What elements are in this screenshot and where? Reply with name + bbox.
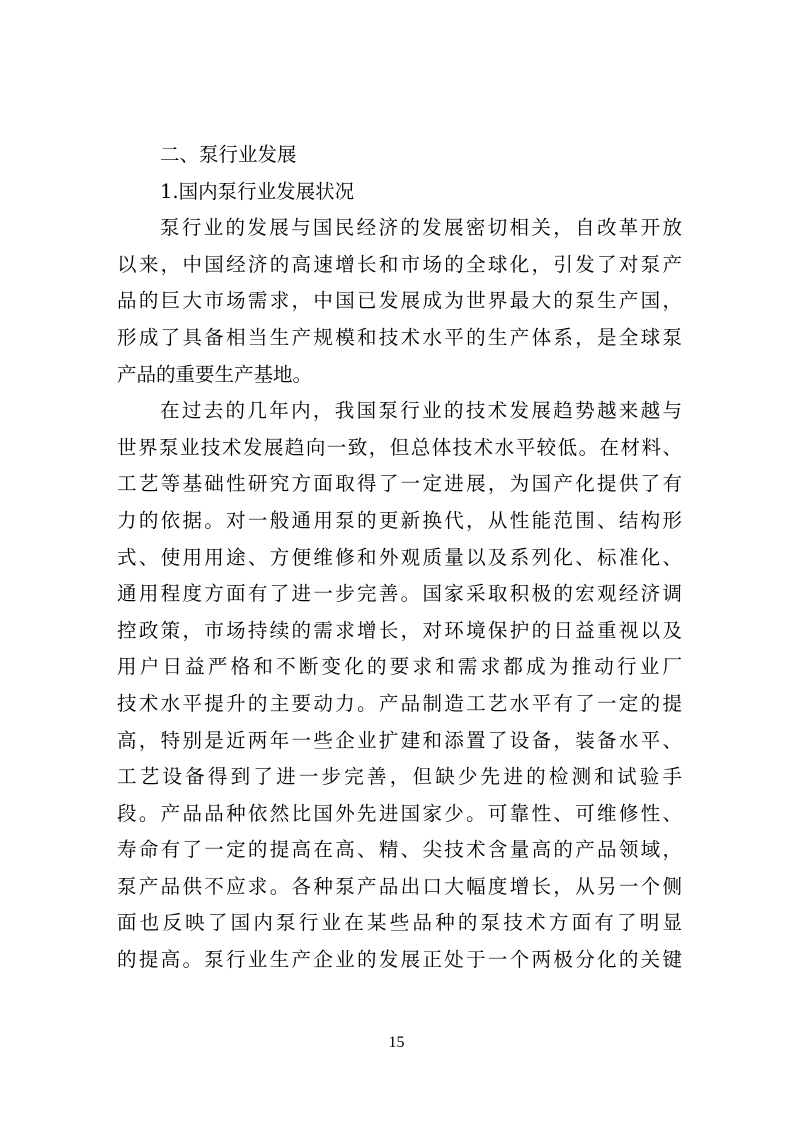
paragraph-2 xyxy=(117,393,682,979)
subsection-heading: 1.国内泵行业发展状况 xyxy=(160,179,355,203)
paragraph-line: 以来，中国经济的高速增长和市场的全球化，引发了对泵产 xyxy=(117,252,682,276)
paragraph-line: 高，特别是近两年一些企业扩建和添置了设备，装备水平、 xyxy=(117,728,682,752)
paragraph-line: 通用程度方面有了进一步完善。国家采取积极的宏观经济调 xyxy=(117,582,682,606)
paragraph-line: 工艺设备得到了进一步完善，但缺少先进的检测和试验手 xyxy=(117,765,682,789)
paragraph-line: 面也反映了国内泵行业在某些品种的泵技术方面有了明显 xyxy=(117,911,682,935)
paragraph-line: 用户日益严格和不断变化的要求和需求都成为推动行业厂 xyxy=(117,655,682,679)
paragraph-line: 世界泵业技术发展趋向一致，但总体技术水平较低。在材料、 xyxy=(117,435,682,459)
paragraph-line: 形成了具备相当生产规模和技术水平的生产体系，是全球泵 xyxy=(117,325,682,349)
page-number: 15 xyxy=(388,1034,405,1051)
paragraph-line: 技术水平提升的主要动力。产品制造工艺水平有了一定的提 xyxy=(117,691,682,715)
paragraph-line: 品的巨大市场需求，中国已发展成为世界最大的泵生产国， xyxy=(117,289,682,313)
paragraph-line: 寿命有了一定的提高在高、精、尖技术含量高的产品领域， xyxy=(117,838,682,862)
paragraph-1 xyxy=(117,210,682,393)
paragraph-line: 控政策，市场持续的需求增长，对环境保护的日益重视以及 xyxy=(117,618,682,642)
paragraph-line: 段。产品品种依然比国外先进国家少。可靠性、可维修性、 xyxy=(117,801,682,825)
page-content xyxy=(117,137,682,979)
paragraph-line: 在过去的几年内，我国泵行业的技术发展趋势越来越与 xyxy=(160,399,682,423)
paragraph-line: 式、使用用途、方便维修和外观质量以及系列化、标准化、 xyxy=(117,545,682,569)
paragraph-line: 产品的重要生产基地。 xyxy=(117,362,313,386)
paragraph-line: 工艺等基础性研究方面取得了一定进展，为国产化提供了有 xyxy=(117,472,682,496)
section-heading: 二、泵行业发展 xyxy=(160,143,297,166)
paragraph-line: 的提高。泵行业生产企业的发展正处于一个两极分化的关键 xyxy=(117,948,682,972)
paragraph-line: 泵行业的发展与国民经济的发展密切相关，自改革开放 xyxy=(160,216,682,240)
paragraph-line: 泵产品供不应求。各种泵产品出口大幅度增长，从另一个侧 xyxy=(117,874,682,898)
paragraph-line: 力的依据。对一般通用泵的更新换代，从性能范围、结构形 xyxy=(117,508,682,532)
